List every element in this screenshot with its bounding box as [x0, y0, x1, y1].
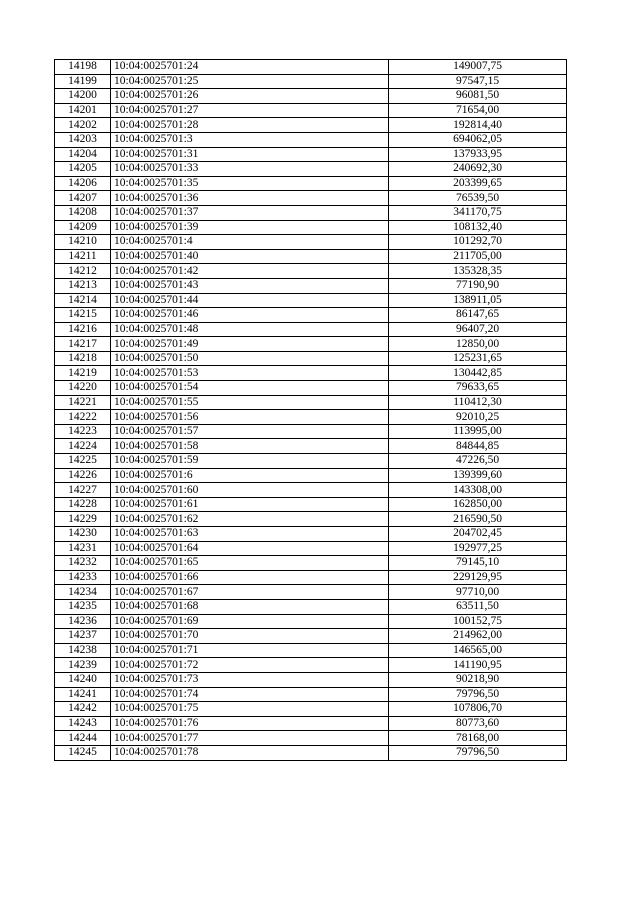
cadastral-value-cell: 80773,60	[389, 716, 567, 731]
cadastral-number-cell: 10:04:0025701:66	[111, 570, 389, 585]
row-number-cell: 14231	[55, 541, 111, 556]
cadastral-value-cell: 216590,50	[389, 512, 567, 527]
table-row	[55, 658, 567, 673]
table-row	[55, 687, 567, 702]
table-row	[55, 702, 567, 717]
cadastral-value-cell: 135328,35	[389, 264, 567, 279]
table-row	[55, 235, 567, 250]
cadastral-value-cell: 229129,95	[389, 570, 567, 585]
cadastral-number-cell: 10:04:0025701:75	[111, 702, 389, 717]
row-number-cell: 14234	[55, 585, 111, 600]
cadastral-value-cell: 192977,25	[389, 541, 567, 556]
cadastral-value-cell: 141190,95	[389, 658, 567, 673]
cadastral-number-cell: 10:04:0025701:59	[111, 454, 389, 469]
table-row	[55, 497, 567, 512]
cadastral-value-cell: 139399,60	[389, 468, 567, 483]
table-row	[55, 103, 567, 118]
cadastral-value-cell: 149007,75	[389, 60, 567, 75]
cadastral-number-cell: 10:04:0025701:56	[111, 410, 389, 425]
row-number-cell: 14205	[55, 162, 111, 177]
row-number-cell: 14201	[55, 103, 111, 118]
cadastral-value-cell: 130442,85	[389, 366, 567, 381]
cadastral-value-table	[54, 59, 567, 761]
cadastral-value-cell: 79796,50	[389, 745, 567, 760]
row-number-cell: 14216	[55, 322, 111, 337]
table-row	[55, 249, 567, 264]
row-number-cell: 14199	[55, 74, 111, 89]
cadastral-number-cell: 10:04:0025701:48	[111, 322, 389, 337]
row-number-cell: 14243	[55, 716, 111, 731]
cadastral-value-cell: 146565,00	[389, 643, 567, 658]
cadastral-value-cell: 211705,00	[389, 249, 567, 264]
cadastral-number-cell: 10:04:0025701:31	[111, 147, 389, 162]
table-row	[55, 205, 567, 220]
table-row	[55, 118, 567, 133]
row-number-cell: 14221	[55, 395, 111, 410]
table-row	[55, 264, 567, 279]
cadastral-number-cell: 10:04:0025701:57	[111, 424, 389, 439]
cadastral-value-cell: 101292,70	[389, 235, 567, 250]
row-number-cell: 14242	[55, 702, 111, 717]
cadastral-value-cell: 137933,95	[389, 147, 567, 162]
row-number-cell: 14245	[55, 745, 111, 760]
table-row	[55, 614, 567, 629]
cadastral-value-cell: 76539,50	[389, 191, 567, 206]
cadastral-number-cell: 10:04:0025701:55	[111, 395, 389, 410]
cadastral-value-cell: 138911,05	[389, 293, 567, 308]
cadastral-number-cell: 10:04:0025701:25	[111, 74, 389, 89]
cadastral-number-cell: 10:04:0025701:71	[111, 643, 389, 658]
row-number-cell: 14219	[55, 366, 111, 381]
row-number-cell: 14239	[55, 658, 111, 673]
cadastral-value-cell: 100152,75	[389, 614, 567, 629]
table-row	[55, 351, 567, 366]
cadastral-number-cell: 10:04:0025701:70	[111, 629, 389, 644]
table-row	[55, 89, 567, 104]
cadastral-number-cell: 10:04:0025701:49	[111, 337, 389, 352]
cadastral-value-cell: 204702,45	[389, 527, 567, 542]
row-number-cell: 14209	[55, 220, 111, 235]
cadastral-number-cell: 10:04:0025701:61	[111, 497, 389, 512]
table-row	[55, 60, 567, 75]
table-row	[55, 147, 567, 162]
cadastral-number-cell: 10:04:0025701:46	[111, 308, 389, 323]
cadastral-value-cell: 96081,50	[389, 89, 567, 104]
row-number-cell: 14238	[55, 643, 111, 658]
cadastral-number-cell: 10:04:0025701:28	[111, 118, 389, 133]
cadastral-number-cell: 10:04:0025701:43	[111, 278, 389, 293]
cadastral-value-cell: 113995,00	[389, 424, 567, 439]
cadastral-number-cell: 10:04:0025701:64	[111, 541, 389, 556]
cadastral-value-cell: 78168,00	[389, 731, 567, 746]
table-row	[55, 716, 567, 731]
cadastral-value-cell: 79633,65	[389, 381, 567, 396]
cadastral-value-cell: 110412,30	[389, 395, 567, 410]
cadastral-number-cell: 10:04:0025701:39	[111, 220, 389, 235]
cadastral-number-cell: 10:04:0025701:42	[111, 264, 389, 279]
table-row	[55, 672, 567, 687]
cadastral-number-cell: 10:04:0025701:4	[111, 235, 389, 250]
row-number-cell: 14224	[55, 439, 111, 454]
cadastral-value-cell: 90218,90	[389, 672, 567, 687]
row-number-cell: 14229	[55, 512, 111, 527]
row-number-cell: 14214	[55, 293, 111, 308]
row-number-cell: 14244	[55, 731, 111, 746]
cadastral-value-cell: 84844,85	[389, 439, 567, 454]
cadastral-number-cell: 10:04:0025701:73	[111, 672, 389, 687]
row-number-cell: 14200	[55, 89, 111, 104]
table-row	[55, 176, 567, 191]
table-row	[55, 556, 567, 571]
row-number-cell: 14211	[55, 249, 111, 264]
cadastral-number-cell: 10:04:0025701:33	[111, 162, 389, 177]
cadastral-number-cell: 10:04:0025701:40	[111, 249, 389, 264]
cadastral-value-cell: 214962,00	[389, 629, 567, 644]
table-row	[55, 381, 567, 396]
cadastral-number-cell: 10:04:0025701:53	[111, 366, 389, 381]
row-number-cell: 14228	[55, 497, 111, 512]
row-number-cell: 14213	[55, 278, 111, 293]
table-row	[55, 162, 567, 177]
row-number-cell: 14230	[55, 527, 111, 542]
cadastral-number-cell: 10:04:0025701:68	[111, 599, 389, 614]
cadastral-number-cell: 10:04:0025701:60	[111, 483, 389, 498]
table-row	[55, 308, 567, 323]
table-row	[55, 424, 567, 439]
cadastral-number-cell: 10:04:0025701:72	[111, 658, 389, 673]
cadastral-value-cell: 63511,50	[389, 599, 567, 614]
row-number-cell: 14241	[55, 687, 111, 702]
table-row	[55, 293, 567, 308]
table-row	[55, 74, 567, 89]
cadastral-number-cell: 10:04:0025701:78	[111, 745, 389, 760]
row-number-cell: 14202	[55, 118, 111, 133]
cadastral-number-cell: 10:04:0025701:37	[111, 205, 389, 220]
row-number-cell: 14204	[55, 147, 111, 162]
cadastral-number-cell: 10:04:0025701:44	[111, 293, 389, 308]
cadastral-value-cell: 96407,20	[389, 322, 567, 337]
row-number-cell: 14212	[55, 264, 111, 279]
row-number-cell: 14223	[55, 424, 111, 439]
row-number-cell: 14236	[55, 614, 111, 629]
cadastral-value-cell: 86147,65	[389, 308, 567, 323]
row-number-cell: 14210	[55, 235, 111, 250]
cadastral-number-cell: 10:04:0025701:76	[111, 716, 389, 731]
cadastral-number-cell: 10:04:0025701:58	[111, 439, 389, 454]
row-number-cell: 14206	[55, 176, 111, 191]
table-row	[55, 512, 567, 527]
table-row	[55, 527, 567, 542]
cadastral-number-cell: 10:04:0025701:62	[111, 512, 389, 527]
table-row	[55, 439, 567, 454]
cadastral-value-cell: 79796,50	[389, 687, 567, 702]
row-number-cell: 14208	[55, 205, 111, 220]
table-row	[55, 278, 567, 293]
cadastral-number-cell: 10:04:0025701:69	[111, 614, 389, 629]
cadastral-value-cell: 107806,70	[389, 702, 567, 717]
cadastral-value-cell: 162850,00	[389, 497, 567, 512]
row-number-cell: 14240	[55, 672, 111, 687]
table-row	[55, 599, 567, 614]
table-row	[55, 410, 567, 425]
table-row	[55, 366, 567, 381]
cadastral-value-cell: 92010,25	[389, 410, 567, 425]
row-number-cell: 14233	[55, 570, 111, 585]
table-row	[55, 395, 567, 410]
row-number-cell: 14235	[55, 599, 111, 614]
cadastral-value-cell: 71654,00	[389, 103, 567, 118]
row-number-cell: 14207	[55, 191, 111, 206]
cadastral-value-cell: 79145,10	[389, 556, 567, 571]
table-row	[55, 337, 567, 352]
cadastral-number-cell: 10:04:0025701:50	[111, 351, 389, 366]
cadastral-number-cell: 10:04:0025701:27	[111, 103, 389, 118]
cadastral-number-cell: 10:04:0025701:36	[111, 191, 389, 206]
row-number-cell: 14232	[55, 556, 111, 571]
cadastral-number-cell: 10:04:0025701:35	[111, 176, 389, 191]
cadastral-number-cell: 10:04:0025701:3	[111, 132, 389, 147]
cadastral-value-cell: 12850,00	[389, 337, 567, 352]
table-row	[55, 745, 567, 760]
cadastral-value-cell: 97547,15	[389, 74, 567, 89]
table-row	[55, 322, 567, 337]
cadastral-value-cell: 694062,05	[389, 132, 567, 147]
row-number-cell: 14226	[55, 468, 111, 483]
cadastral-number-cell: 10:04:0025701:63	[111, 527, 389, 542]
cadastral-value-cell: 240692,30	[389, 162, 567, 177]
cadastral-value-cell: 97710,00	[389, 585, 567, 600]
row-number-cell: 14222	[55, 410, 111, 425]
cadastral-value-cell: 77190,90	[389, 278, 567, 293]
cadastral-number-cell: 10:04:0025701:65	[111, 556, 389, 571]
row-number-cell: 14218	[55, 351, 111, 366]
table-row	[55, 643, 567, 658]
row-number-cell: 14217	[55, 337, 111, 352]
cadastral-value-cell: 341170,75	[389, 205, 567, 220]
table-row	[55, 541, 567, 556]
cadastral-value-cell: 125231,65	[389, 351, 567, 366]
row-number-cell: 14227	[55, 483, 111, 498]
row-number-cell: 14215	[55, 308, 111, 323]
cadastral-number-cell: 10:04:0025701:26	[111, 89, 389, 104]
table-row	[55, 468, 567, 483]
row-number-cell: 14203	[55, 132, 111, 147]
cadastral-number-cell: 10:04:0025701:67	[111, 585, 389, 600]
table-row	[55, 483, 567, 498]
row-number-cell: 14198	[55, 60, 111, 75]
cadastral-number-cell: 10:04:0025701:54	[111, 381, 389, 396]
table-row	[55, 731, 567, 746]
cadastral-number-cell: 10:04:0025701:77	[111, 731, 389, 746]
cadastral-value-cell: 108132,40	[389, 220, 567, 235]
table-row	[55, 570, 567, 585]
cadastral-number-cell: 10:04:0025701:24	[111, 60, 389, 75]
row-number-cell: 14237	[55, 629, 111, 644]
cadastral-value-cell: 192814,40	[389, 118, 567, 133]
table-row	[55, 629, 567, 644]
cadastral-value-cell: 143308,00	[389, 483, 567, 498]
cadastral-value-cell: 47226,50	[389, 454, 567, 469]
table-row	[55, 585, 567, 600]
row-number-cell: 14225	[55, 454, 111, 469]
row-number-cell: 14220	[55, 381, 111, 396]
cadastral-value-cell: 203399,65	[389, 176, 567, 191]
cadastral-number-cell: 10:04:0025701:6	[111, 468, 389, 483]
table-row	[55, 132, 567, 147]
cadastral-number-cell: 10:04:0025701:74	[111, 687, 389, 702]
table-row	[55, 220, 567, 235]
table-row	[55, 454, 567, 469]
table-row	[55, 191, 567, 206]
table-body	[55, 60, 567, 761]
